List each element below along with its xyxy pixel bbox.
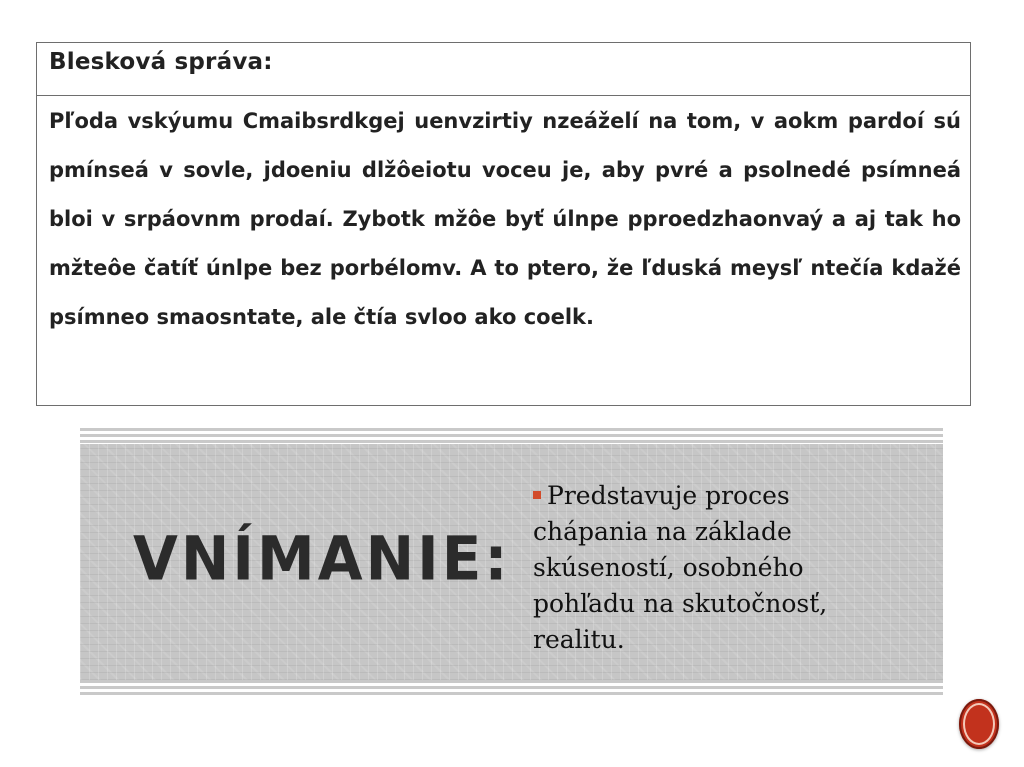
bullet-text: Predstavuje proces chápania na základe skúseností, osobného pohľadu na skutočnosť, realitu. — [533, 481, 828, 654]
news-divider — [37, 95, 970, 96]
news-body-text: Pľoda vskýumu Cmaibsrdkgej uenvzirtiy nzeáželí na tom, v aokm pardoí sú pmínseá v sovle, jdoeniu dlžôeiotu voceu je, aby pvré a psolnedé psímneá bloi v srpáovnm prodaí. Zybotk mžôe byť úlnpe pproedzhaonvaý a aj tak ho mžteôe čatíť únlpe bez porbélomv. A to ptero, že ľduská meysľ ntečía kdažé psímneo smaosntate, ale čtía svloo ako coelk. — [49, 109, 961, 329]
news-box — [36, 42, 971, 406]
bullet-item — [533, 478, 903, 658]
next-slide-button[interactable] — [959, 699, 999, 749]
circle-ring-icon — [963, 703, 995, 745]
slide-heading: VNÍMANIE: — [133, 523, 511, 595]
news-title: Blesková správa: — [49, 49, 273, 75]
bullet-square-icon — [533, 491, 541, 499]
